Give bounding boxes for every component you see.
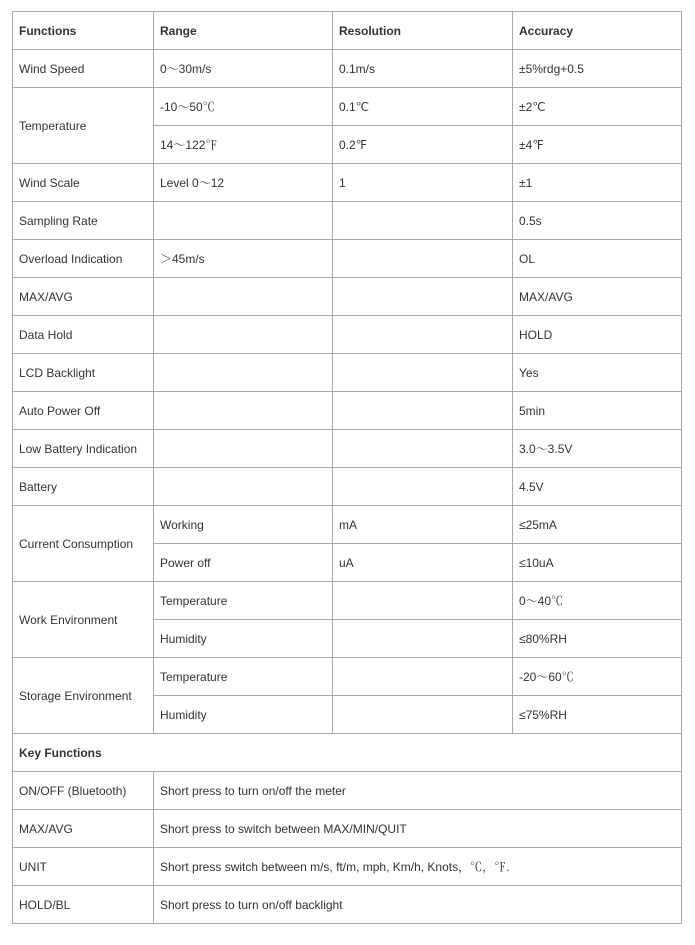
row-label: LCD Backlight bbox=[13, 354, 154, 392]
range-cell: -10～50℃ bbox=[154, 88, 333, 126]
accuracy-cell: ±4℉ bbox=[513, 126, 682, 164]
table-row bbox=[13, 582, 682, 620]
accuracy-cell: ≤25mA bbox=[513, 506, 682, 544]
row-label: MAX/AVG bbox=[13, 278, 154, 316]
accuracy-cell: 5min bbox=[513, 392, 682, 430]
resolution-cell bbox=[333, 658, 513, 696]
range-cell: 0～30m/s bbox=[154, 50, 333, 88]
accuracy-cell: 3.0～3.5V bbox=[513, 430, 682, 468]
accuracy-cell: ±1 bbox=[513, 164, 682, 202]
range-cell bbox=[154, 430, 333, 468]
resolution-cell: 1 bbox=[333, 164, 513, 202]
key-functions-header-row bbox=[13, 734, 682, 772]
accuracy-cell: ≤80%RH bbox=[513, 620, 682, 658]
table-row bbox=[13, 392, 682, 430]
range-cell: Working bbox=[154, 506, 333, 544]
key-name: ON/OFF (Bluetooth) bbox=[13, 772, 154, 810]
table-row bbox=[13, 316, 682, 354]
resolution-cell bbox=[333, 468, 513, 506]
row-label: Battery bbox=[13, 468, 154, 506]
range-cell bbox=[154, 354, 333, 392]
range-cell: 14～122℉ bbox=[154, 126, 333, 164]
header-resolution: Resolution bbox=[333, 12, 513, 50]
resolution-cell bbox=[333, 430, 513, 468]
key-name: UNIT bbox=[13, 848, 154, 886]
range-cell: Humidity bbox=[154, 696, 333, 734]
accuracy-cell: ≤10uA bbox=[513, 544, 682, 582]
resolution-cell: mA bbox=[333, 506, 513, 544]
range-cell bbox=[154, 202, 333, 240]
key-description: Short press to turn on/off the meter bbox=[154, 772, 682, 810]
resolution-cell bbox=[333, 354, 513, 392]
table-row bbox=[13, 886, 682, 924]
key-name: HOLD/BL bbox=[13, 886, 154, 924]
key-name: MAX/AVG bbox=[13, 810, 154, 848]
table-row bbox=[13, 202, 682, 240]
accuracy-cell: ±2℃ bbox=[513, 88, 682, 126]
table-header-row bbox=[13, 12, 682, 50]
range-cell: Humidity bbox=[154, 620, 333, 658]
resolution-cell bbox=[333, 696, 513, 734]
table-row bbox=[13, 848, 682, 886]
row-label: Storage Environment bbox=[13, 658, 154, 734]
resolution-cell bbox=[333, 582, 513, 620]
resolution-cell bbox=[333, 316, 513, 354]
key-description: Short press switch between m/s, ft/m, mph, Km/h, Knots，℃，℉. bbox=[154, 848, 682, 886]
header-accuracy: Accuracy bbox=[513, 12, 682, 50]
range-cell bbox=[154, 316, 333, 354]
table-row bbox=[13, 430, 682, 468]
accuracy-cell: ±5%rdg+0.5 bbox=[513, 50, 682, 88]
resolution-cell bbox=[333, 240, 513, 278]
range-cell: Level 0～12 bbox=[154, 164, 333, 202]
accuracy-cell: HOLD bbox=[513, 316, 682, 354]
resolution-cell: uA bbox=[333, 544, 513, 582]
accuracy-cell: 0.5s bbox=[513, 202, 682, 240]
header-functions: Functions bbox=[13, 12, 154, 50]
header-range: Range bbox=[154, 12, 333, 50]
table-row bbox=[13, 278, 682, 316]
table-row bbox=[13, 50, 682, 88]
table-row bbox=[13, 772, 682, 810]
table-row bbox=[13, 240, 682, 278]
accuracy-cell: Yes bbox=[513, 354, 682, 392]
row-label: Current Consumption bbox=[13, 506, 154, 582]
accuracy-cell: ≤75%RH bbox=[513, 696, 682, 734]
row-label: Wind Scale bbox=[13, 164, 154, 202]
range-cell: ＞45m/s bbox=[154, 240, 333, 278]
table-row bbox=[13, 468, 682, 506]
table-row bbox=[13, 658, 682, 696]
resolution-cell bbox=[333, 620, 513, 658]
table-row bbox=[13, 810, 682, 848]
table-row bbox=[13, 354, 682, 392]
row-label: Overload Indication bbox=[13, 240, 154, 278]
row-label: Wind Speed bbox=[13, 50, 154, 88]
row-label: Sampling Rate bbox=[13, 202, 154, 240]
range-cell bbox=[154, 392, 333, 430]
accuracy-cell: -20～60℃ bbox=[513, 658, 682, 696]
range-cell: Temperature bbox=[154, 658, 333, 696]
accuracy-cell: 4.5V bbox=[513, 468, 682, 506]
row-label: Data Hold bbox=[13, 316, 154, 354]
resolution-cell bbox=[333, 392, 513, 430]
resolution-cell: 0.1m/s bbox=[333, 50, 513, 88]
spec-table-wrapper bbox=[12, 11, 682, 924]
resolution-cell: 0.1℃ bbox=[333, 88, 513, 126]
key-description: Short press to switch between MAX/MIN/QUIT bbox=[154, 810, 682, 848]
key-description: Short press to turn on/off backlight bbox=[154, 886, 682, 924]
accuracy-cell: MAX/AVG bbox=[513, 278, 682, 316]
range-cell bbox=[154, 278, 333, 316]
table-row bbox=[13, 164, 682, 202]
range-cell: Temperature bbox=[154, 582, 333, 620]
row-label: Auto Power Off bbox=[13, 392, 154, 430]
accuracy-cell: OL bbox=[513, 240, 682, 278]
range-cell: Power off bbox=[154, 544, 333, 582]
row-label: Work Environment bbox=[13, 582, 154, 658]
spec-table bbox=[12, 11, 682, 924]
key-functions-title: Key Functions bbox=[13, 734, 682, 772]
table-row bbox=[13, 88, 682, 126]
resolution-cell bbox=[333, 202, 513, 240]
row-label: Temperature bbox=[13, 88, 154, 164]
table-row bbox=[13, 506, 682, 544]
resolution-cell bbox=[333, 278, 513, 316]
range-cell bbox=[154, 468, 333, 506]
row-label: Low Battery Indication bbox=[13, 430, 154, 468]
resolution-cell: 0.2℉ bbox=[333, 126, 513, 164]
accuracy-cell: 0～40℃ bbox=[513, 582, 682, 620]
